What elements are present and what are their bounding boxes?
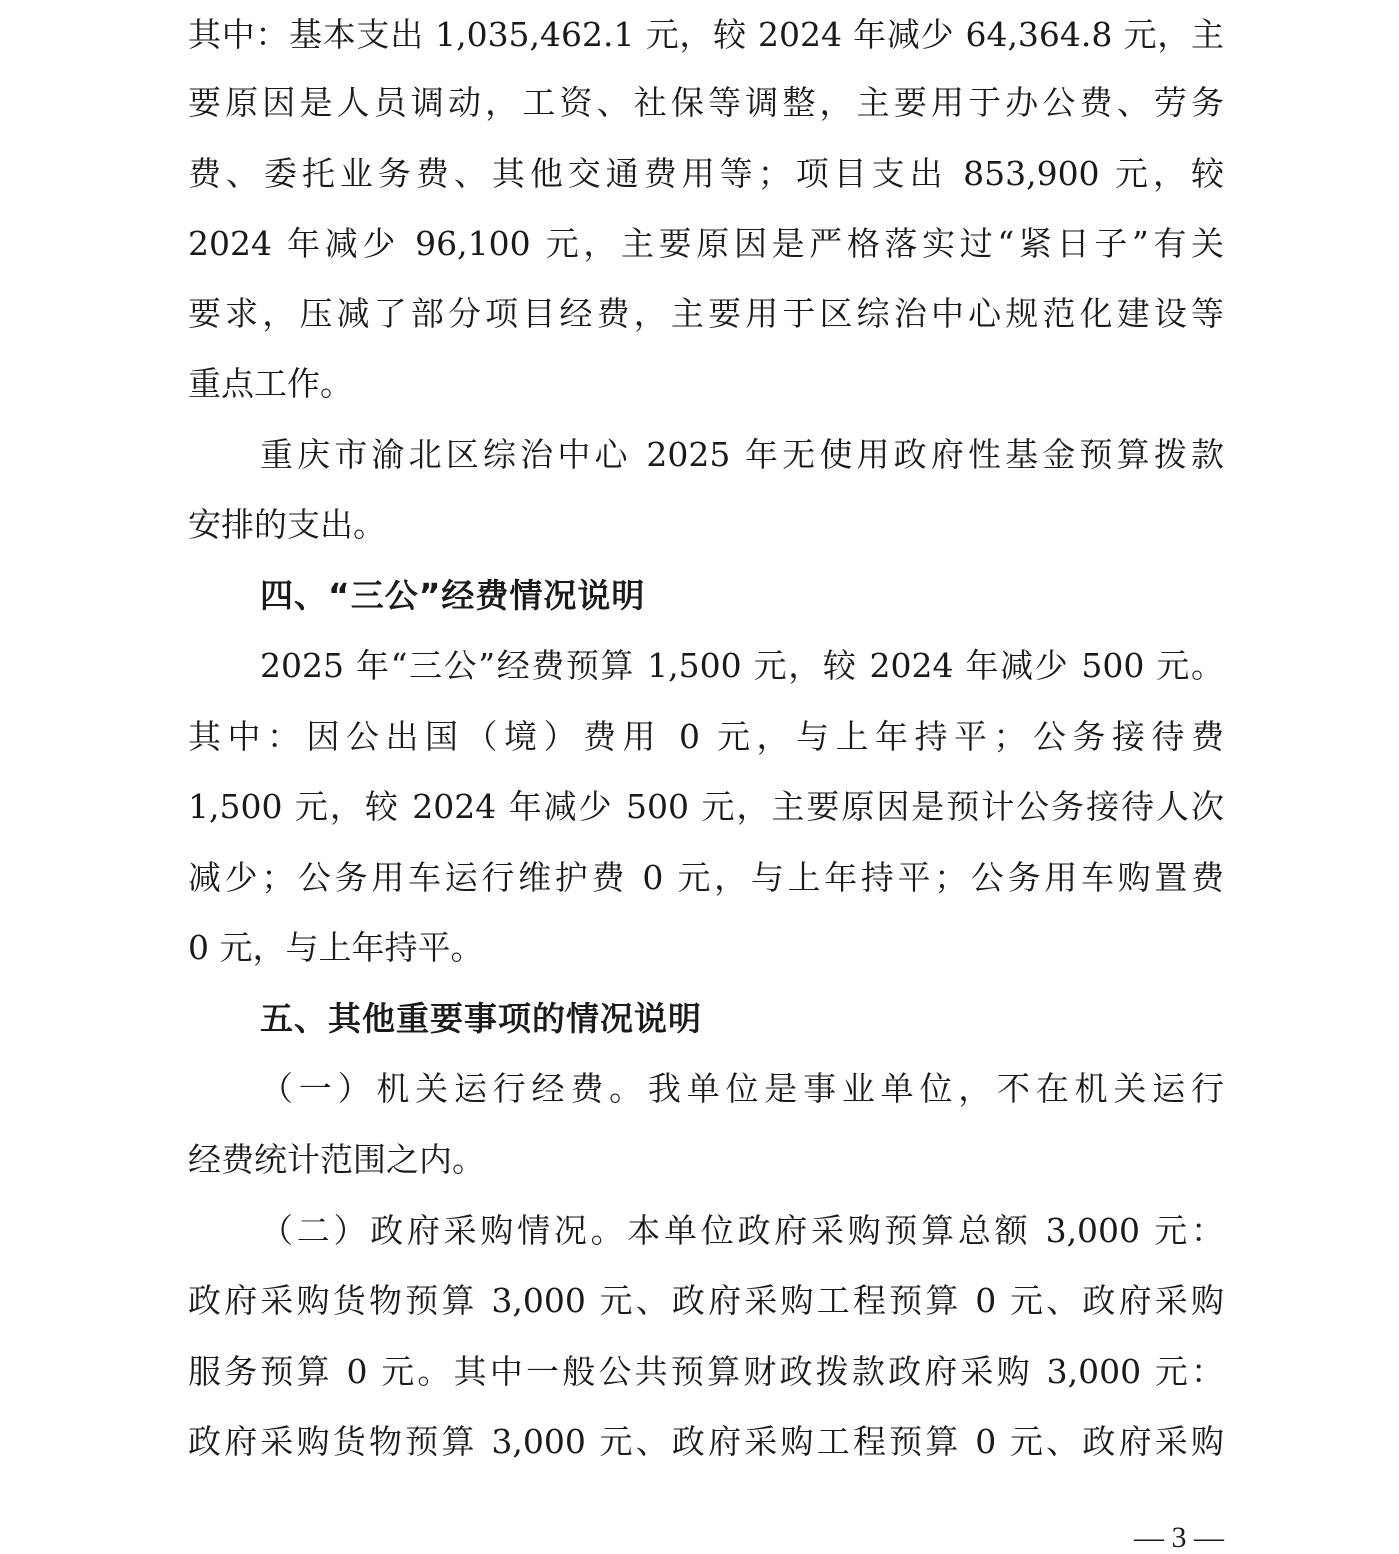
paragraph-line: 减少；公务用车运行维护费 0 元，与上年持平；公务用车购置费 <box>188 858 1224 897</box>
paragraph-line: 经费统计范围之内。 <box>188 1140 485 1179</box>
paragraph-line: 要原因是人员调动，工资、社保等调整，主要用于办公费、劳务 <box>188 83 1224 122</box>
paragraph-line: 费、委托业务费、其他交通费用等；项目支出 853,900 元，较 <box>188 154 1224 193</box>
paragraph-line: 政府采购货物预算 3,000 元、政府采购工程预算 0 元、政府采购 <box>188 1281 1224 1320</box>
paragraph-line: 政府采购货物预算 3,000 元、政府采购工程预算 0 元、政府采购 <box>188 1422 1224 1461</box>
paragraph-line: 1,500 元，较 2024 年减少 500 元，主要原因是预计公务接待人次 <box>188 787 1224 826</box>
paragraph-line: 重庆市渝北区综治中心 2025 年无使用政府性基金预算拨款 <box>260 435 1224 474</box>
paragraph-line: 其中：因公出国（境）费用 0 元，与上年持平；公务接待费 <box>188 717 1224 756</box>
section-heading-four: 四、“三公”经费情况说明 <box>260 576 646 615</box>
paragraph-line: 重点工作。 <box>188 364 353 403</box>
paragraph-line: 安排的支出。 <box>188 505 386 544</box>
paragraph-line: 0 元，与上年持平。 <box>188 928 484 967</box>
paragraph-line: 2024 年减少 96,100 元，主要原因是严格落实过“紧日子”有关 <box>188 224 1224 263</box>
paragraph-line: 服务预算 0 元。其中一般公共预算财政拨款政府采购 3,000 元： <box>188 1352 1224 1391</box>
paragraph-line: 其中：基本支出 1,035,462.1 元，较 2024 年减少 64,364.8 元，主 <box>188 15 1224 54</box>
paragraph-line: （二）政府采购情况。本单位政府采购预算总额 3,000 元： <box>260 1211 1224 1250</box>
page-number: — 3 — <box>1134 1521 1224 1554</box>
paragraph-line: 2025 年“三公”经费预算 1,500 元，较 2024 年减少 500 元。 <box>260 646 1224 685</box>
section-heading-five: 五、其他重要事项的情况说明 <box>260 999 702 1038</box>
paragraph-line: 要求，压减了部分项目经费，主要用于区综治中心规范化建设等 <box>188 294 1224 333</box>
paragraph-line: （一）机关运行经费。我单位是事业单位，不在机关运行 <box>260 1069 1224 1108</box>
